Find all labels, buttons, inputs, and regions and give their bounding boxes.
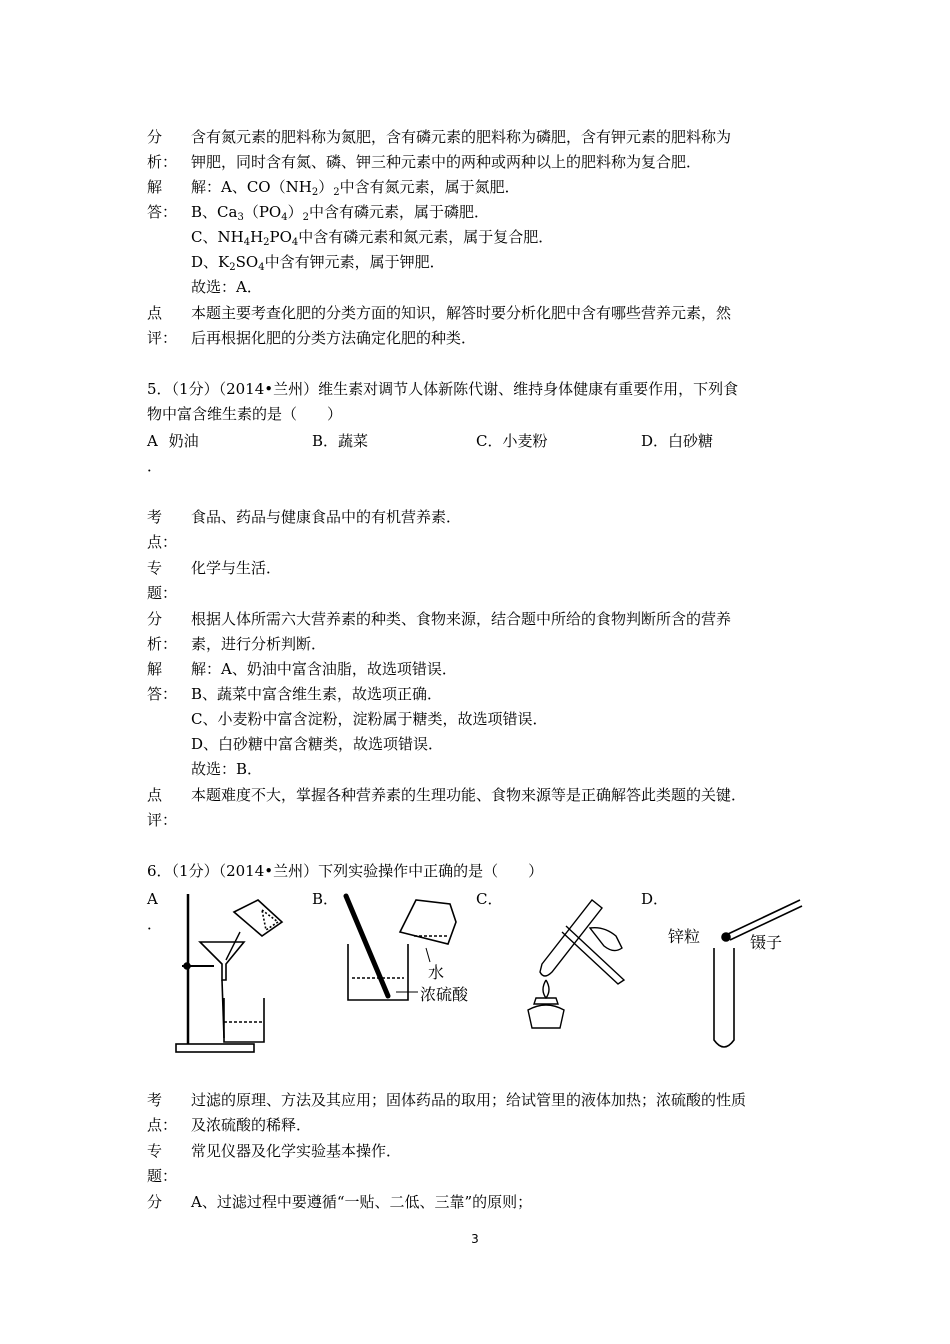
tweezers-label: 镊子 (750, 933, 783, 952)
q5-jieda-text: B、蔬菜中富含维生素，故选项正确． (191, 685, 443, 703)
section-label: 评： (147, 329, 178, 347)
q6-stem: 6．（1分）（2014•兰州）下列实验操作中正确的是（ ） (147, 862, 544, 880)
q6-fenxi-row-1 (147, 1190, 827, 1215)
section-label: 答： (147, 203, 178, 221)
section-label: 分 (147, 1193, 163, 1211)
q5-option-b (312, 429, 368, 454)
section-label: 解 (147, 178, 163, 196)
q6-kaodian-text: 及浓硫酸的稀释． (191, 1116, 312, 1134)
q6-kaodian-row-1 (147, 1088, 827, 1113)
q5-dianping-row-2 (147, 808, 827, 833)
section-label: 解 (147, 660, 163, 678)
option-text: 小麦粉 (502, 432, 548, 450)
section-label: 析： (147, 153, 178, 171)
q5-fenxi-text: 素，进行分析判断． (191, 635, 327, 653)
q6-option-b: B． (312, 890, 339, 908)
q6-kaodian-text: 过滤的原理、方法及其应用；固体药品的取用；给试管里的液体加热；浓硫酸的性质 (191, 1091, 747, 1109)
section-label: 评： (147, 811, 178, 829)
q6-zhuanti-row-1 (147, 1139, 827, 1164)
q5-option-c (476, 429, 548, 454)
q4-fenxi-row-1 (147, 125, 827, 150)
q6-option-c: C． (476, 890, 503, 908)
filtration-figure (170, 888, 290, 1060)
acid-dilution-figure (338, 892, 488, 1012)
option-letter: B． (312, 432, 339, 450)
section-label: 点： (147, 533, 178, 551)
q6-zhuanti-row-2 (147, 1164, 827, 1189)
section-label: 答： (147, 685, 178, 703)
q4-jieda-row-1 (147, 175, 827, 200)
q6-kaodian-row-2 (147, 1113, 827, 1138)
q5-kaodian-row-2 (147, 530, 827, 555)
section-label: 点 (147, 786, 163, 804)
q5-zhuanti-text: 化学与生活． (191, 559, 282, 577)
option-letter: D． (641, 432, 669, 450)
zinc-granule-figure (668, 890, 808, 1058)
q5-option-d (641, 429, 713, 454)
page-number: 3 (471, 1232, 479, 1246)
q5-jieda-row-1 (147, 657, 827, 682)
q5-jieda-row-3 (147, 707, 827, 732)
section-label: 考 (147, 1091, 163, 1109)
q5-jieda-row-5 (147, 757, 827, 782)
q4-jieda-row-4 (147, 250, 827, 275)
q5-kaodian-text: 食品、药品与健康食品中的有机营养素． (191, 508, 462, 526)
q5-fenxi-row-2 (147, 632, 827, 657)
q5-stem-line-1: 5．（1分）（2014•兰州）维生素对调节人体新陈代谢、维持身体健康有重要作用，下列食 (147, 380, 739, 398)
q4-answer-b: B、$Ca_3(PO_4)_2$中含有磷元素，属于磷肥． (191, 203, 489, 223)
q5-kaodian-row-1 (147, 505, 827, 530)
q4-jieda-row-2 (147, 200, 827, 225)
q5-dianping-row-1 (147, 783, 827, 808)
q6-zhuanti-text: 常见仪器及化学实验基本操作． (191, 1142, 402, 1160)
q5-jieda-row-2 (147, 682, 827, 707)
section-label: 分 (147, 610, 163, 628)
q5-fenxi-row-1 (147, 607, 827, 632)
q6-option-d: D． (641, 890, 669, 908)
section-label: 考 (147, 508, 163, 526)
option-text: 白砂糖 (668, 432, 714, 450)
q5-option-a-dot: ． (147, 457, 163, 475)
q4-dianping-text: 后再根据化肥的分类方法确定化肥的种类． (191, 329, 477, 347)
q4-fenxi-text: 钾肥，同时含有氮、磷、钾三种元素中的两种或两种以上的肥料称为复合肥． (191, 153, 702, 171)
water-label: 水 (428, 963, 445, 982)
q4-answer-d: D、$K_2SO_4$中含有钾元素，属于钾肥． (191, 253, 445, 273)
heating-test-tube-figure (506, 888, 636, 1030)
q4-fenxi-text: 含有氮元素的肥料称为氮肥，含有磷元素的肥料称为磷肥，含有钾元素的肥料称为 (191, 128, 732, 146)
zinc-label: 锌粒 (668, 927, 701, 946)
q4-dianping-row-2 (147, 326, 827, 351)
section-label: 析： (147, 635, 178, 653)
q5-fenxi-text: 根据人体所需六大营养素的种类、食物来源，结合题中所给的食物判断所含的营养 (191, 610, 732, 628)
q5-jieda-row-4 (147, 732, 827, 757)
q4-jieda-row-5 (147, 275, 827, 300)
q5-choice: 故选：B． (191, 760, 263, 778)
q4-choice: 故选：A． (191, 278, 262, 296)
section-label: 点： (147, 1116, 178, 1134)
q5-zhuanti-row-1 (147, 556, 827, 581)
section-label: 专 (147, 1142, 163, 1160)
option-letter: A (147, 432, 158, 450)
q5-jieda-text: D、白砂糖中富含糖类，故选项错误． (191, 735, 444, 753)
q5-dianping-text: 本题难度不大，掌握各种营养素的生理功能、食物来源等是正确解答此类题的关键． (191, 786, 747, 804)
option-letter: C． (476, 432, 503, 450)
q5-jieda-text: C、小麦粉中富含淀粉，淀粉属于糖类，故选项错误． (191, 710, 548, 728)
q4-dianping-row-1 (147, 301, 827, 326)
q4-fenxi-row-2 (147, 150, 827, 175)
q6-option-a-dot: ． (147, 915, 163, 933)
q4-jieda-row-3 (147, 225, 827, 250)
option-text: 蔬菜 (338, 432, 369, 450)
q5-option-a (147, 429, 199, 454)
q5-stem-line-2: 物中富含维生素的是（ ） (147, 405, 343, 423)
acid-label: 浓硫酸 (420, 985, 469, 1004)
section-label: 题： (147, 1167, 178, 1185)
q4-dianping-text: 本题主要考查化肥的分类方面的知识，解答时要分析化肥中含有哪些营养元素，然 (191, 304, 732, 322)
q5-jieda-text: 解：A、奶油中富含油脂，故选项错误． (191, 660, 457, 678)
option-text: 奶油 (168, 432, 199, 450)
section-label: 题： (147, 584, 178, 602)
q4-answer-c: C、$NH_4H_2PO_4$中含有磷元素和氮元素，属于复合肥． (191, 228, 554, 248)
section-label: 专 (147, 559, 163, 577)
q4-answer-a: 解：A、$CO(NH_2)_2$中含有氮元素，属于氮肥． (191, 178, 520, 198)
section-label: 点 (147, 304, 163, 322)
q5-zhuanti-row-2 (147, 581, 827, 606)
q6-option-a: A (147, 890, 158, 908)
q6-fenxi-text: A、过滤过程中要遵循“一贴、二低、三靠”的原则； (191, 1193, 533, 1211)
section-label: 分 (147, 128, 163, 146)
